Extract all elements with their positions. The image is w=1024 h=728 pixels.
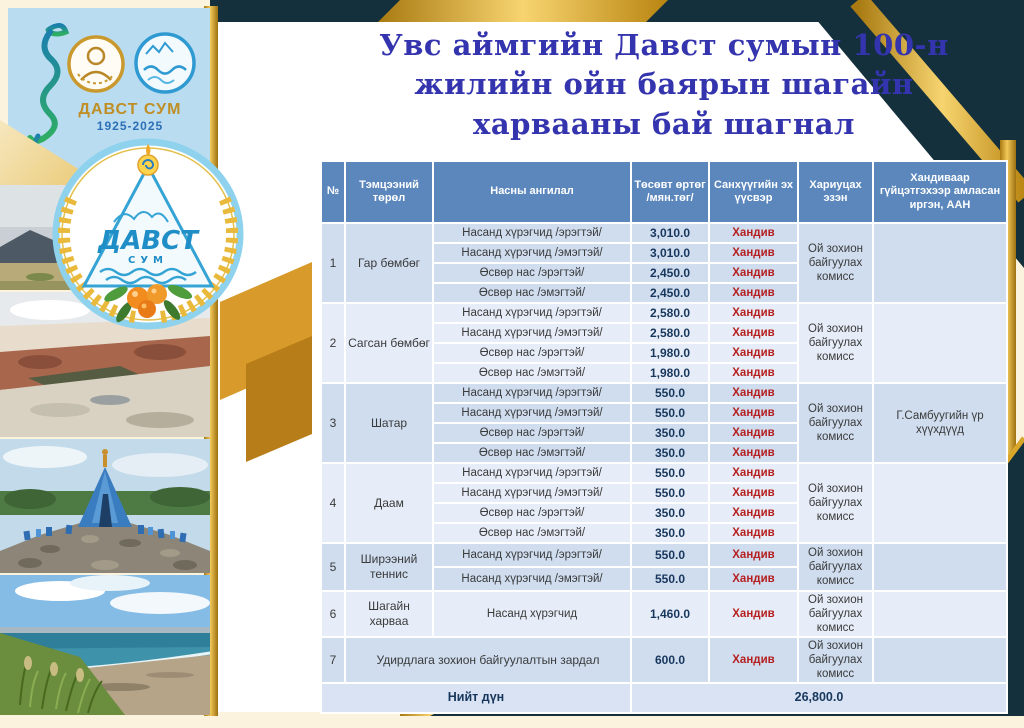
age-category: Насанд хүрэгчид /эрэгтэй/ bbox=[433, 543, 631, 567]
age-category: Өсвөр нас /эрэгтэй/ bbox=[433, 503, 631, 523]
budget-cost: 550.0 bbox=[631, 463, 709, 483]
age-category: Өсвөр нас /эмэгтэй/ bbox=[433, 523, 631, 543]
table-row bbox=[321, 223, 1007, 243]
competition-type: Шатар bbox=[345, 383, 433, 463]
total-value: 26,800.0 bbox=[631, 683, 1007, 713]
budget-cost: 550.0 bbox=[631, 543, 709, 567]
davst-sum-emblem bbox=[50, 136, 246, 332]
funding-source: Хандив bbox=[709, 503, 798, 523]
competition-type: Ширээний теннис bbox=[345, 543, 433, 591]
age-category: Насанд хүрэгчид /эрэгтэй/ bbox=[433, 223, 631, 243]
responsible-owner: Ой зохион байгуулах комисс bbox=[798, 223, 873, 303]
table-row bbox=[321, 591, 1007, 637]
responsible-owner: Ой зохион байгуулах комисс bbox=[798, 463, 873, 543]
group-management-costs bbox=[321, 637, 1007, 683]
col-header-funding-source: Санхүүгийн эх үүсвэр bbox=[709, 161, 798, 223]
budget-cost: 2,580.0 bbox=[631, 303, 709, 323]
competition-type: Удирдлага зохион байгуулалтын зардал bbox=[345, 637, 631, 683]
budget-cost: 1,980.0 bbox=[631, 363, 709, 383]
age-category: Насанд хүрэгчид /эрэгтэй/ bbox=[433, 303, 631, 323]
total-row bbox=[321, 683, 1007, 713]
funding-source: Хандив bbox=[709, 263, 798, 283]
row-number: 5 bbox=[321, 543, 345, 591]
funding-source: Хандив bbox=[709, 567, 798, 591]
funding-source: Хандив bbox=[709, 443, 798, 463]
budget-cost: 350.0 bbox=[631, 523, 709, 543]
funding-source: Хандив bbox=[709, 343, 798, 363]
budget-cost: 600.0 bbox=[631, 637, 709, 683]
group-checkers bbox=[321, 463, 1007, 543]
photo-ovoo-shrine bbox=[0, 439, 210, 573]
budget-cost: 3,010.0 bbox=[631, 243, 709, 263]
photo-lake-shore bbox=[0, 575, 210, 715]
budget-cost: 550.0 bbox=[631, 403, 709, 423]
funding-source: Хандив bbox=[709, 523, 798, 543]
title-line-3: харвааны бай шагнал bbox=[473, 106, 855, 141]
col-header-number: № bbox=[321, 161, 345, 223]
row-number: 3 bbox=[321, 383, 345, 463]
row-number: 2 bbox=[321, 303, 345, 383]
table-row bbox=[321, 543, 1007, 567]
responsible-owner: Ой зохион байгуулах комисс bbox=[798, 383, 873, 463]
budget-cost: 550.0 bbox=[631, 567, 709, 591]
group-total bbox=[321, 683, 1007, 713]
responsible-owner: Ой зохион байгуулах комисс bbox=[798, 637, 873, 683]
funding-source: Хандив bbox=[709, 463, 798, 483]
age-category: Насанд хүрэгчид /эмэгтэй/ bbox=[433, 483, 631, 503]
donor bbox=[873, 543, 1007, 591]
row-number: 1 bbox=[321, 223, 345, 303]
budget-cost: 350.0 bbox=[631, 443, 709, 463]
row-number: 6 bbox=[321, 591, 345, 637]
group-table-tennis bbox=[321, 543, 1007, 591]
donor bbox=[873, 637, 1007, 683]
group-anklebone-shooting bbox=[321, 591, 1007, 637]
table-row bbox=[321, 637, 1007, 683]
funding-source: Хандив bbox=[709, 303, 798, 323]
funding-source: Хандив bbox=[709, 637, 798, 683]
funding-source: Хандив bbox=[709, 403, 798, 423]
funding-source: Хандив bbox=[709, 283, 798, 303]
age-category: Насанд хүрэгчид /эмэгтэй/ bbox=[433, 243, 631, 263]
group-volleyball bbox=[321, 223, 1007, 303]
group-basketball bbox=[321, 303, 1007, 383]
responsible-owner: Ой зохион байгуулах комисс bbox=[798, 591, 873, 637]
total-label: Нийт дүн bbox=[321, 683, 631, 713]
sum-name-text: ДАВСТ СУМ bbox=[78, 101, 182, 118]
budget-cost: 550.0 bbox=[631, 483, 709, 503]
title-line-2: жилийн ойн баярын шагайн bbox=[414, 67, 914, 102]
budget-cost: 550.0 bbox=[631, 383, 709, 403]
col-header-competition-type: Тэмцээний төрөл bbox=[345, 161, 433, 223]
funding-source: Хандив bbox=[709, 223, 798, 243]
age-category: Өсвөр нас /эрэгтэй/ bbox=[433, 263, 631, 283]
funding-source: Хандив bbox=[709, 243, 798, 263]
col-header-age-category: Насны ангилал bbox=[433, 161, 631, 223]
age-category: Насанд хүрэгчид /эмэгтэй/ bbox=[433, 403, 631, 423]
budget-cost: 2,450.0 bbox=[631, 263, 709, 283]
donor bbox=[873, 223, 1007, 303]
emblem-subname-text: СУМ bbox=[128, 255, 168, 266]
donor bbox=[873, 463, 1007, 543]
emblem-name-text: ДАВСТ bbox=[98, 226, 198, 256]
age-category: Өсвөр нас /эмэгтэй/ bbox=[433, 283, 631, 303]
age-category: Насанд хүрэгчид /эрэгтэй/ bbox=[433, 383, 631, 403]
row-number: 4 bbox=[321, 463, 345, 543]
budget-cost: 2,450.0 bbox=[631, 283, 709, 303]
donor bbox=[873, 303, 1007, 383]
row-number: 7 bbox=[321, 637, 345, 683]
competition-type: Гар бөмбөг bbox=[345, 223, 433, 303]
portrait-circle-icon bbox=[69, 37, 123, 91]
age-category: Өсвөр нас /эрэгтэй/ bbox=[433, 423, 631, 443]
table-row bbox=[321, 383, 1007, 403]
col-header-donor: Хандиваар гүйцэтгэхээр амласан иргэн, ААН bbox=[873, 161, 1007, 223]
age-category: Насанд хүрэгчид bbox=[433, 591, 631, 637]
funding-source: Хандив bbox=[709, 483, 798, 503]
budget-cost: 3,010.0 bbox=[631, 223, 709, 243]
funding-source: Хандив bbox=[709, 323, 798, 343]
funding-source: Хандив bbox=[709, 383, 798, 403]
landscape-circle-icon bbox=[136, 34, 194, 92]
table-header-row bbox=[321, 161, 1007, 223]
budget-cost: 350.0 bbox=[631, 503, 709, 523]
group-chess bbox=[321, 383, 1007, 463]
competition-type: Сагсан бөмбөг bbox=[345, 303, 433, 383]
table-row bbox=[321, 303, 1007, 323]
age-category: Өсвөр нас /эмэгтэй/ bbox=[433, 443, 631, 463]
responsible-owner: Ой зохион байгуулах комисс bbox=[798, 303, 873, 383]
prize-table bbox=[320, 160, 1008, 714]
page-title bbox=[336, 26, 992, 144]
donor: Г.Самбуугийн үр хүүхдүүд bbox=[873, 383, 1007, 463]
table-row bbox=[321, 463, 1007, 483]
funding-source: Хандив bbox=[709, 423, 798, 443]
budget-cost: 1,460.0 bbox=[631, 591, 709, 637]
responsible-owner: Ой зохион байгуулах комисс bbox=[798, 543, 873, 591]
title-line-1: Увс аймгийн Давст сумын 100-н bbox=[379, 28, 949, 62]
age-category: Насанд хүрэгчид /эрэгтэй/ bbox=[433, 463, 631, 483]
budget-cost: 1,980.0 bbox=[631, 343, 709, 363]
col-header-responsible: Хариуцах эзэн bbox=[798, 161, 873, 223]
col-header-budget-cost: Төсөвт өртөг /мян.төг/ bbox=[631, 161, 709, 223]
budget-cost: 2,580.0 bbox=[631, 323, 709, 343]
competition-type: Даам bbox=[345, 463, 433, 543]
age-category: Өсвөр нас /эмэгтэй/ bbox=[433, 363, 631, 383]
funding-source: Хандив bbox=[709, 591, 798, 637]
budget-cost: 350.0 bbox=[631, 423, 709, 443]
age-category: Насанд хүрэгчид /эмэгтэй/ bbox=[433, 567, 631, 591]
age-category: Өсвөр нас /эрэгтэй/ bbox=[433, 343, 631, 363]
age-category: Насанд хүрэгчид /эмэгтэй/ bbox=[433, 323, 631, 343]
funding-source: Хандив bbox=[709, 543, 798, 567]
funding-source: Хандив bbox=[709, 363, 798, 383]
anniversary-years-text: 1925-2025 bbox=[96, 119, 164, 133]
competition-type: Шагайн харваа bbox=[345, 591, 433, 637]
donor bbox=[873, 591, 1007, 637]
